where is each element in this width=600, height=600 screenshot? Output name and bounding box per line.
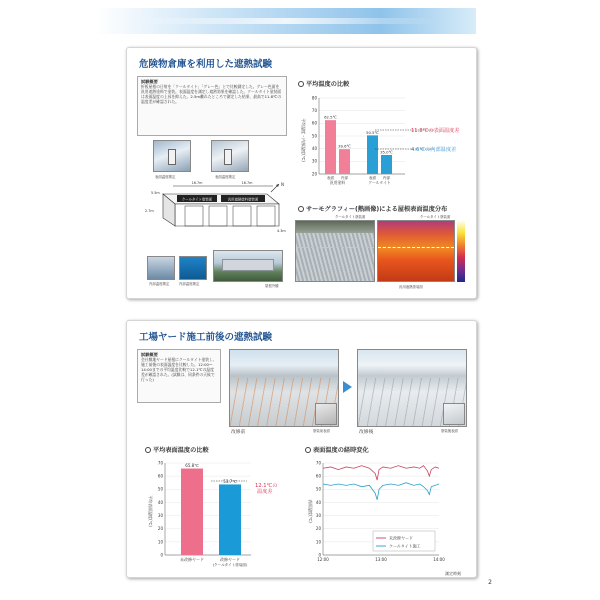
arrow-right-icon [343,381,352,393]
panel2-note-text: 会社敷地ヤード屋根にクールタイト塗装し、施工前後の表面温度を比較した。12:00〜14:00までの平均温度比較で12.1℃の温度差が確認された。(試験は、同条件の天候で行った) [141,357,217,382]
chart2-value-label: 53.7℃ [223,478,237,484]
circle-bullet-icon [305,447,311,453]
chart3-xlabel: 測定時刻 [445,571,461,576]
inset-before-label: 塗装前表面 [313,429,330,433]
chart2-bar [181,469,203,555]
thermo-right-label: クールタイト塗装面 [420,215,451,219]
chart1-value-label: 62.5℃ [324,114,337,120]
chart1-bar [325,120,336,174]
panel2-section2-label: 表面温度の経時変化 [313,447,369,454]
chart3-ytick: 30 [315,512,321,518]
chart1-category-label: 表面 [326,176,335,180]
warehouse-drawing [137,180,289,252]
thermo-bottom-label: 汎用遮熱塗装面 [399,285,423,289]
chart1-value-label: 50.5℃ [366,129,379,135]
chart2-diff-label-2: 温度差 [257,489,273,495]
chart3-ylabel: 表面温度(℃) [308,499,313,523]
chart2-ytick: 0 [160,552,163,558]
panel1-note-text: 折板屋根の日射を「クールタイト」「グレー色」とで比較測定した。グレー色面を汎用遮熱塗料で塗装。表面温度を測定し遮熱効果を確認した。クールタイト塗装面は表面温度の上昇を抑えた。2.5m離れたところで測定した結果、最高で11.8℃の温度差が確認された。 [141,84,282,104]
chart1-ylabel: 平均温度・内部温度(℃) [301,118,306,162]
photo-surface-left [153,140,191,172]
chart-average-surface-temperature [141,455,301,577]
dim-width: 5.5m [151,191,160,195]
panel1-section1-label: 平均温度の比較 [306,81,350,88]
panel1-section2 [298,204,447,213]
photo-roof-exterior [213,250,283,282]
photo-internal-left [147,256,175,280]
chart2-ytick: 20 [157,526,163,532]
chart1-group-label: クールタイト [368,180,391,185]
chart1-group-label: 汎用塗料 [329,180,346,185]
chart3-legend-label: クールタイト施工 [389,543,421,549]
chart3-ytick: 60 [315,473,321,479]
chart3-xtick: 14:00 [433,557,445,562]
label-roof-exterior: 屋根外観 [265,284,279,288]
chart1-ytick: 20 [311,171,317,177]
dim-depth: 4.3m [277,229,286,233]
photo-internal-right [179,256,207,280]
chart3-legend-label: 未改修ヤード [389,535,413,541]
chart1-bar [339,149,350,174]
panel1-section2-label: サーモグラフィー(熱画像)による屋根表面温度分布 [306,206,448,213]
circle-bullet-icon [298,81,304,87]
chart1-value-label: 39.6℃ [338,143,351,149]
chart1-bar [381,155,392,174]
diff-surface-label: 11.8℃の表面温度差 [411,128,460,134]
inset-after-label: 塗装後表面 [441,429,458,433]
diff-internal-label: 4.6℃の内部温度差 [411,147,457,153]
dim-right: 16.7m [241,181,253,185]
chart-temperature-timeseries [303,455,471,577]
chart3-ytick: 70 [315,460,321,466]
warehouse-diagram [137,140,289,290]
chart1-bar [367,135,378,174]
chart1-value-label: 35.0℃ [380,149,393,155]
chart3-ytick: 10 [315,539,321,545]
chart2-category-label: 改修ヤード [220,557,240,562]
chart3-ytick: 20 [315,526,321,532]
chart3-xtick: 13:00 [375,557,387,562]
panel1-section1 [298,79,349,88]
chart1-ytick: 70 [311,108,317,114]
chart1-category-label: 内部 [340,176,349,180]
circle-bullet-icon [298,206,304,212]
panel2-section1-label: 平均表面温度の比較 [153,447,209,454]
north-arrow-icon [271,184,279,192]
chart2-ytick: 60 [157,473,163,479]
chart3-series-line-0 [323,466,439,480]
panel-warehouse-test [126,47,477,299]
thermal-scale-bar [457,220,465,282]
label-surface-right: 表面温度測定 [215,175,236,179]
label-general-roof: 汎用遮熱塗料塗装面 [227,197,259,202]
photo-roof-visible [295,220,375,282]
chart2-ytick: 40 [157,499,163,505]
header-band [96,8,476,34]
photo-surface-right [211,140,249,172]
label-cool-roof: クールタイト塗装面 [181,197,213,202]
panel2-section1 [145,445,209,454]
chart3-xtick: 12:00 [317,557,329,562]
chart3-ytick: 0 [318,552,321,558]
chart2-ylabel: 平均表面温度(℃) [148,495,153,527]
chart1-ytick: 30 [311,158,317,164]
chart2-ytick: 10 [157,539,163,545]
chart2-category-sublabel: (クールタイト塗装面) [212,563,248,567]
chart2-value-label: 65.8℃ [185,463,199,469]
chart2-category-label: 未改修ヤード [180,557,204,562]
inset-before-surface [315,403,337,425]
chart1-ytick: 50 [311,133,317,139]
chart1-ytick: 60 [311,120,317,126]
label-internal-left: 内部温度測定 [149,282,170,286]
circle-bullet-icon [145,447,151,453]
chart2-diff-label-1: 12.1℃の [255,483,278,489]
panel1-title: 危険物倉庫を利用した遮熱試験 [139,59,273,70]
label-after: 改修後 [359,430,374,435]
panel1-note-title: 試験概要 [141,79,158,84]
label-internal-right: 内部温度測定 [179,282,200,286]
chart3-series-line-1 [323,483,439,500]
label-before: 改修前 [231,430,246,435]
panel1-note [137,76,287,136]
chart1-category-label: 表面 [368,176,377,180]
dim-height: 2.7m [145,209,154,213]
chart3-ytick: 40 [315,499,321,505]
page-number: 2 [488,579,492,586]
chart1-ytick: 80 [311,95,317,101]
chart3-ytick: 50 [315,486,321,492]
panel2-note [137,349,221,403]
panel2-note-title: 試験概要 [141,352,158,357]
photo-roof-thermal [377,220,455,282]
panel-factory-yard-test [126,320,477,578]
chart2-bar [219,484,241,555]
inset-after-surface [443,403,465,425]
north-label: N [281,182,284,187]
thermo-left-label: クールタイト塗装面 [335,215,366,219]
chart1-ytick: 40 [311,146,317,152]
chart-average-temperature [295,90,465,190]
panel2-section2 [305,445,369,454]
panel2-title: 工場ヤード施工前後の遮熱試験 [139,332,273,343]
chart2-ytick: 50 [157,486,163,492]
chart2-ytick: 70 [157,460,163,466]
chart2-ytick: 30 [157,512,163,518]
label-surface-left: 表面温度測定 [155,175,176,179]
chart1-category-label: 内部 [382,176,391,180]
dim-left: 16.7m [191,181,203,185]
